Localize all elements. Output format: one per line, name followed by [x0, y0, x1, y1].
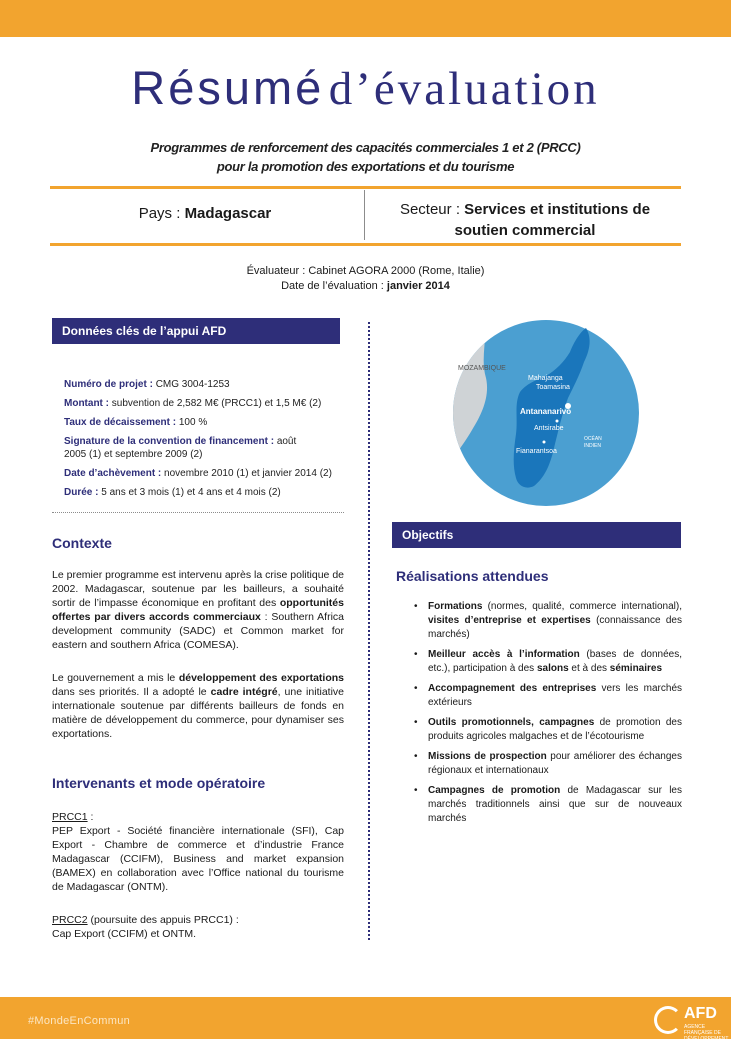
city-marker	[543, 441, 546, 444]
afd-logo	[652, 1003, 729, 1042]
prcc2-text: Cap Export (CCIFM) et ONTM.	[52, 928, 197, 940]
key-data-header: Données clés de l’appui AFD	[52, 318, 340, 344]
expected-results-list	[414, 600, 682, 832]
divider-vertical	[364, 190, 365, 240]
label-antsirabe: Antsirabe	[534, 425, 564, 432]
evaluation-info	[0, 264, 731, 294]
key-data-row: Durée : 5 ans et 3 mois (1) et 4 ans et 4 mois (2)	[64, 487, 281, 498]
afd-logo-text: AFD	[684, 1005, 717, 1022]
key-data-list	[64, 378, 334, 505]
title-evaluation: d’évaluation	[328, 63, 600, 115]
key-data-row: Signature de la convention de financement : août 2005 (1) et septembre 2009 (2)	[64, 436, 297, 460]
country-label: Pays :	[138, 205, 185, 222]
list-item: • Missions de prospection pour améliorer des échanges régionaux et internationaux	[414, 750, 682, 778]
hashtag-text: #MondeEnCommun	[28, 1015, 131, 1027]
divider-top	[50, 186, 681, 189]
key-data-row: Montant : subvention de 2,582 M€ (PRCC1) et 1,5 M€ (2)	[64, 398, 322, 409]
prcc1-block: PRCC1 : PEP Export - Société financière internationale (SFI), Cap Export - Chambre de commerce et d’industrie France Madagascar (CCIFM), Business and market expansion (BAMEX) en collaboration avec l’Office national du tourisme de Madagascar (ONTM).	[52, 811, 344, 893]
evaluator-value: Cabinet AGORA 2000 (Rome, Italie)	[308, 265, 485, 277]
madagascar-map	[446, 318, 646, 508]
list-item: • Campagnes de promotion de Madagascar sur les marchés traditionnels ainsi que sur de nouveaux marchés	[414, 784, 682, 826]
label-ocean-1: OCÉAN	[584, 436, 602, 442]
label-antananarivo: Antananarivo	[520, 407, 572, 416]
prcc2-block: PRCC2 (poursuite des appuis PRCC1) : Cap Export (CCIFM) et ONTM.	[52, 913, 344, 941]
column-divider	[368, 322, 370, 940]
context-paragraph-1: Le premier programme est intervenu après la crise politique de 2002. Madagascar, soutenue par les bailleurs, a souhaité sortir de l’impasse économique en profitant des opportunités offertes par divers accords commerciaux : Southern Africa development community (SADC) et Common market for eastern and southern Africa (COMESA).	[52, 569, 344, 651]
label-fianarantsoa: Fianarantsoa	[516, 448, 557, 455]
sector-value-line-2: soutien commercial	[454, 222, 596, 239]
prcc2-label: PRCC2	[52, 914, 88, 926]
list-item: • Formations (normes, qualité, commerce international), visites d’entreprise et expertises (connaissance des marchés)	[414, 600, 682, 642]
date-value: janvier 2014	[386, 280, 450, 292]
label-mahajanga: Mahajanga	[528, 375, 563, 382]
prcc1-text: PEP Export - Société financière internationale (SFI), Cap Export - Chambre de commerce et d’industrie France Madagascar (CCIFM), Business and market expansion (BAMEX) en collaboration avec l’Office national du tourisme de Madagascar (ONTM).	[52, 825, 344, 893]
subtitle-line-1: Programmes de renforcement des capacités commerciales 1 et 2 (PRCC)	[150, 140, 581, 155]
objectives-header: Objectifs	[392, 522, 681, 548]
list-item: • Outils promotionnels, campagnes de promotion des produits agricoles malgaches et de l’écotourisme	[414, 716, 682, 744]
label-toamasina: Toamasina	[536, 384, 570, 391]
label-mozambique: MOZAMBIQUE	[458, 365, 506, 372]
sector-label: Secteur :	[399, 201, 465, 218]
page-title	[0, 60, 731, 116]
title-resume: Résumé	[131, 61, 325, 114]
programme-subtitle	[60, 138, 671, 176]
key-data-row: Date d’achèvement : novembre 2010 (1) et janvier 2014 (2)	[64, 468, 332, 479]
label-ocean-2: INDIEN	[584, 443, 601, 449]
list-item: • Accompagnement des entreprises vers les marchés extérieurs	[414, 682, 682, 710]
date-label: Date de l’évaluation :	[281, 280, 387, 292]
country-field	[50, 205, 360, 222]
top-orange-band	[0, 0, 731, 37]
prcc1-label: PRCC1	[52, 811, 88, 823]
evaluator-label: Évaluateur :	[246, 265, 309, 277]
divider-bottom	[50, 243, 681, 246]
city-marker	[556, 420, 559, 423]
key-data-row: Numéro de projet : CMG 3004-1253	[64, 379, 230, 390]
sector-field	[375, 199, 675, 241]
subtitle-line-2: pour la promotion des exportations et du tourisme	[216, 159, 515, 174]
list-item: • Meilleur accès à l’information (bases de données, etc.), participation à des salons et à des séminaires	[414, 648, 682, 676]
afd-logo-subtext: AGENCE FRANÇAISE DE DÉVELOPPEMENT	[684, 1024, 729, 1042]
key-data-row: Taux de décaissement : 100 %	[64, 417, 208, 428]
afd-ring-icon	[654, 1006, 682, 1034]
key-data-divider	[52, 512, 344, 513]
context-heading: Contexte	[52, 535, 112, 551]
expected-results-heading: Réalisations attendues	[396, 568, 549, 584]
country-value: Madagascar	[184, 205, 272, 222]
context-paragraph-2: Le gouvernement a mis le développement des exportations dans ses priorités. Il a adopté le cadre intégré, une initiative internationale soutenue par différents bailleurs de fonds en matière de développement du commerce, pour dynamiser ses exportations.	[52, 672, 344, 740]
stakeholders-heading: Intervenants et mode opératoire	[52, 775, 266, 791]
sector-value-line-1: Services et institutions de	[464, 201, 651, 218]
